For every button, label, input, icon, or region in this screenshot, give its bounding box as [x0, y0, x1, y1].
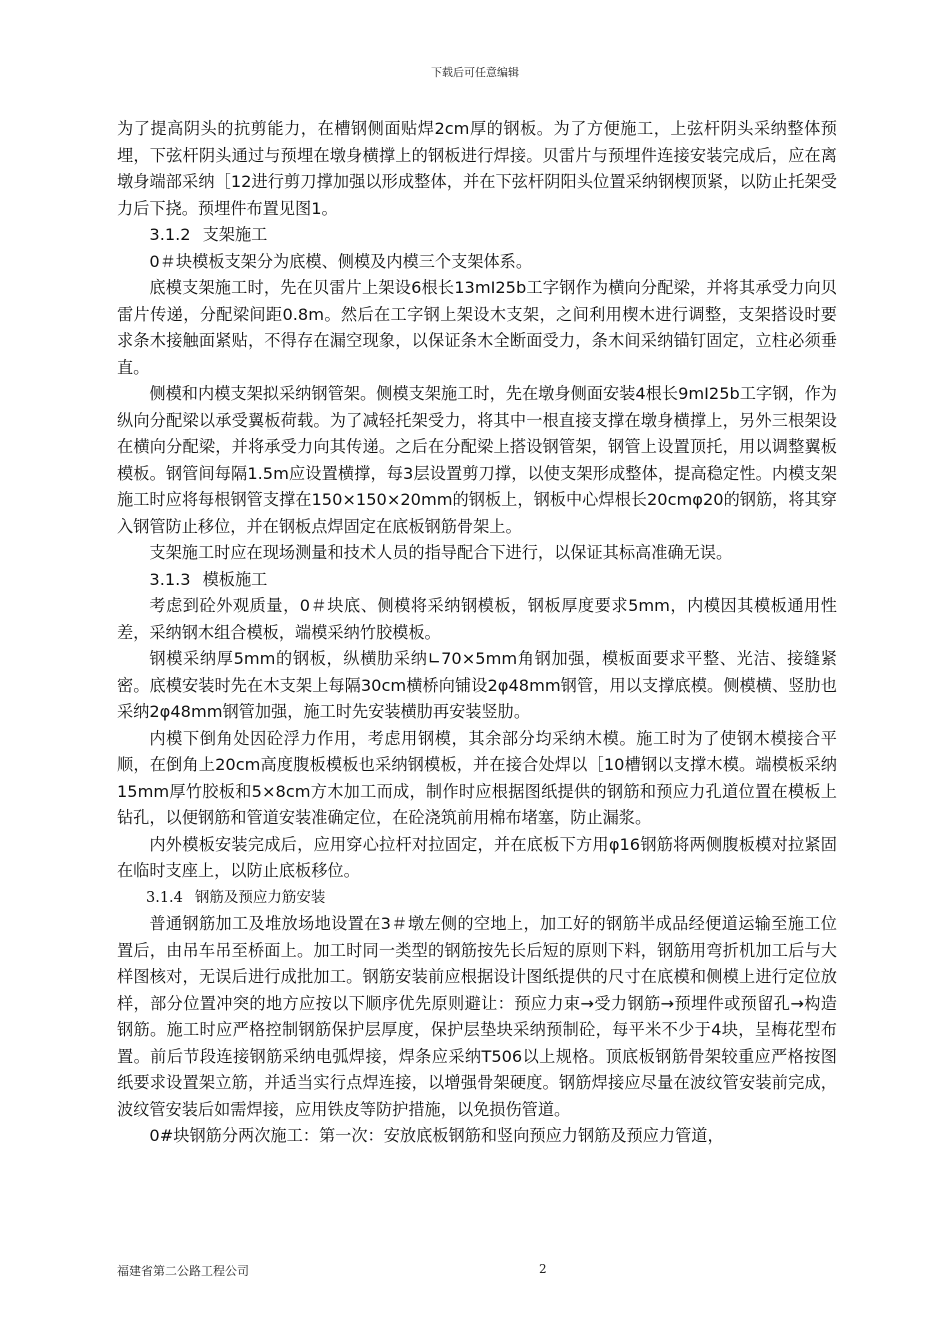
paragraph: 考虑到砼外观质量，0＃块底、侧模将采纳钢模板，钢板厚度要求5mm，内模因其模板通用性差，采纳钢木组合模板，端模采纳竹胶模板。 [117, 596, 837, 642]
page-header [0, 66, 950, 80]
paragraph: 内模下倒角处因砼浮力作用，考虑用钢模，其余部分均采纳木模。施工时为了使钢木模接合平顺，在倒角上20cm高度腹板模板也采纳钢模板，并在接合处焊以［10槽钢以支撑木模。端模板采纳15mm厚竹胶板和5×8cm方木加工而成，制作时应根据图纸提供的钢筋和预应力孔道位置在模板上钻孔，以便钢筋和管道安装准确定位，在砼浇筑前用棉布堵塞，防止漏浆。 [117, 728, 837, 827]
document-body [117, 116, 837, 1150]
paragraph: 为了提高阴头的抗剪能力，在槽钢侧面贴焊2cm厚的钢板。为了方便施工，上弦杆阴头采纳整体预埋，下弦杆阴头通过与预埋在墩身横撑上的钢板进行焊接。贝雷片与预埋件连接安装完成后，应在离墩身端部采纳［12进行剪刀撑加强以形成整体，并在下弦杆阴阳头位置采纳钢楔顶紧，以防止托架受力后下挠。预埋件布置见图1。 [117, 119, 837, 218]
header-note: 下载后可任意编辑 [431, 66, 519, 79]
paragraph: 0＃块模板支架分为底模、侧模及内模三个支架体系。 [149, 251, 533, 271]
paragraph: 侧模和内模支架拟采纳钢管架。侧模支架施工时，先在墩身侧面安装4根长9mI25b工字钢，作为纵向分配梁以承受翼板荷载。为了减轻托架受力，将其中一根直接支撑在墩身横撑上，另外三根架设在横向分配梁，并将承受力向其传递。之后在分配梁上搭设钢管架，钢管上设置顶托，用以调整翼板模板。钢管间每隔1.5m应设置横撑，每3层设置剪刀撑，以使支架形成整体，提高稳定性。内模支架施工时应将每根钢管支撑在150×150×20mm的钢板上，钢板中心焊根长20cmφ20的钢筋，将其穿入钢管防止移位，并在钢板点焊固定在底板钢筋骨架上。 [117, 384, 837, 536]
section-number: 3.1.2 [149, 225, 191, 244]
paragraph: 钢模采纳厚5mm的钢板，纵横肋采纳∟70×5mm角钢加强，模板面要求平整、光洁、接缝紧密。底模安装时先在木支架上每隔30cm横桥向铺设2φ48mm钢管，用以支撑底模。侧模横、竖肋也采纳2φ48mm钢管加强，施工时先安装横肋再安装竖肋。 [117, 649, 837, 721]
page-number: 2 [539, 1262, 547, 1276]
paragraph: 支架施工时应在现场测量和技术人员的指导配合下进行，以保证其标高准确无误。 [149, 543, 733, 562]
paragraph: 普通钢筋加工及堆放场地设置在3＃墩左侧的空地上，加工好的钢筋半成品经便道运输至施工位置后，由吊车吊至桥面上。加工时同一类型的钢筋按先长后短的原则下料，钢筋用弯折机加工后与大样图核对，无误后进行成批加工。钢筋安装前应根据设计图纸提供的尺寸在底模和侧模上进行定位放样，部分位置冲突的地方应按以下顺序优先原则避让：预应力束→受力钢筋→预埋件或预留孔→构造钢筋。施工时应严格控制钢筋保护层厚度，保护层垫块采纳预制砼，每平米不少于4块，呈梅花型布置。前后节段连接钢筋采纳电弧焊接，焊条应采纳T506以上规格。顶底板钢筋骨架较重应严格按图纸要求设置架立筋，并适当实行点焊连接，以增强骨架硬度。钢筋焊接应尽量在波纹管安装前完成，波纹管安装后如需焊接，应用铁皮等防护措施，以免损伤管道。 [117, 914, 837, 1119]
page-footer [117, 1262, 837, 1278]
section-title: 支架施工 [202, 225, 268, 244]
section-heading-3-1-4 [117, 885, 837, 912]
section-title: 模板施工 [202, 569, 268, 589]
paragraph: 0#块钢筋分两次施工：第一次：安放底板钢筋和竖向预应力钢筋及预应力管道， [149, 1126, 724, 1145]
paragraph: 内外模板安装完成后，应用穿心拉杆对拉固定，并在底板下方用φ16钢筋将两侧腹板模对拉紧固在临时支座上，以防止底板移位。 [117, 834, 837, 880]
section-number: 3.1.4 [146, 889, 183, 906]
section-title: 钢筋及预应力筋安装 [194, 889, 326, 906]
section-heading-3-1-3 [117, 567, 837, 594]
section-number: 3.1.3 [149, 569, 191, 589]
paragraph: 底模支架施工时，先在贝雷片上架设6根长13mI25b工字钢作为横向分配梁，并将其承受力向贝雷片传递，分配梁间距0.8m。然后在工字钢上架设木支架，之间利用楔木进行调整，支架搭设时要求条木接触面紧贴，不得存在漏空现象，以保证条木全断面受力，条木间采纳锚钉固定，立柱必须垂直。 [117, 278, 837, 377]
footer-company-name: 福建省第二公路工程公司 [117, 1264, 250, 1278]
section-heading-3-1-2 [117, 222, 837, 249]
